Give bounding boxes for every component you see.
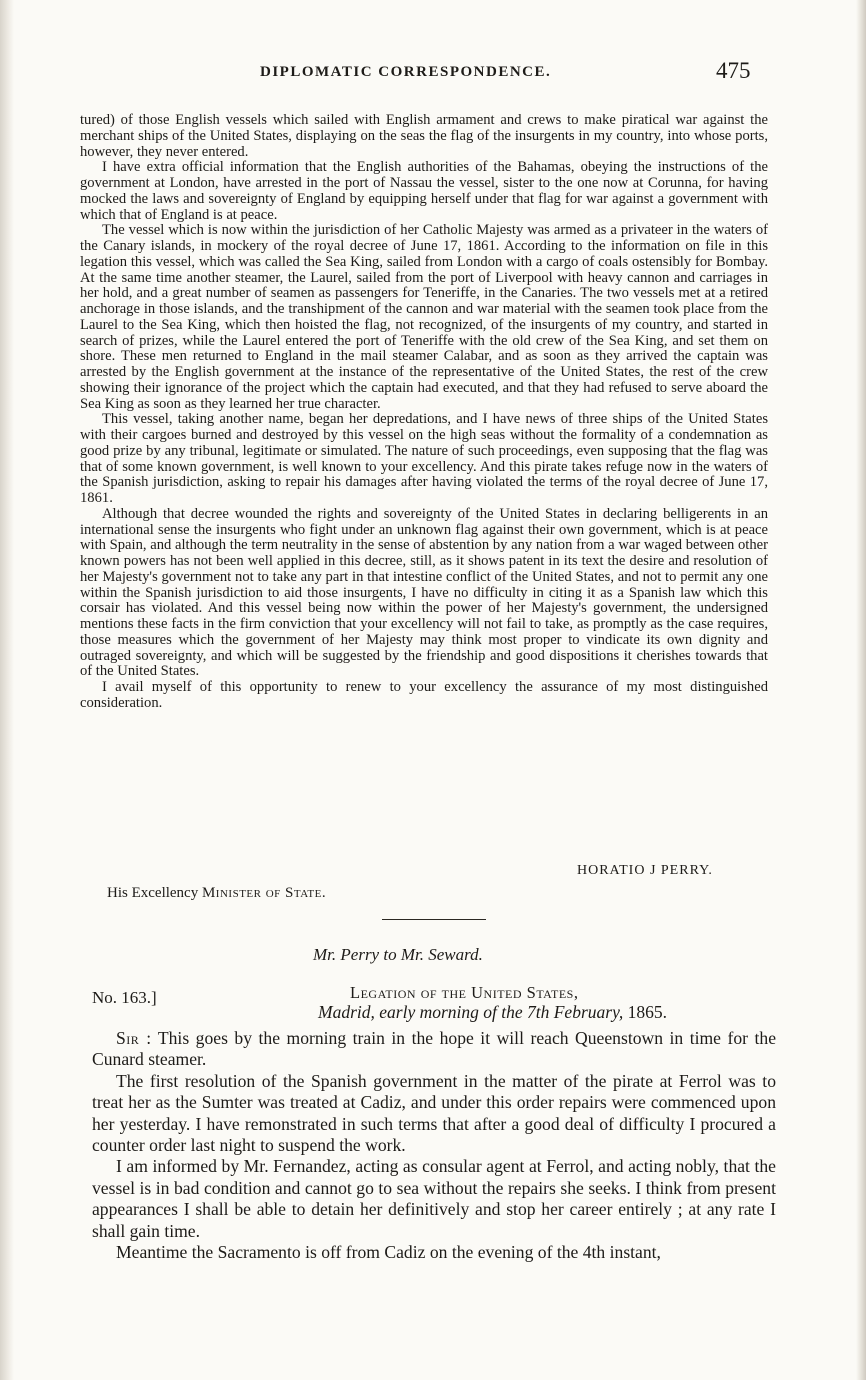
letter-heading: Mr. Perry to Mr. Seward. bbox=[313, 945, 483, 964]
addressee-title: Minister of State. bbox=[201, 885, 327, 901]
letter-two-paragraph: I am informed by Mr. Fernandez, acting as consular agent at Ferrol, and acting nobly, that the vessel is in bad condition and cannot go to sea without the repairs she seeks. I think from present appearances I shall be able to detain her definitively and stop her career entirely ; at any rate I shall gain time. bbox=[92, 1156, 776, 1241]
letter-one-paragraph: The vessel which is now within the jurisdiction of her Catholic Majesty was armed as a privateer in the waters of the Canary islands, in mockery of the royal decree of June 17, 1861. According to the information on file in this legation this vessel, which was called the Sea King, sailed from London with a cargo of coals ostensibly for Bombay. At the same time another steamer, the Laurel, sailed from the port of Liverpool with heavy cannon and carriages in her hold, and a great number of seamen as passengers for Teneriffe, in the Canaries. The two vessels met at a retired anchorage in those islands, and the transhipment of the cannon and war material with the seamen took place from the Laurel to the Sea King, which then hoisted the flag, not recognized, of the insurgents of my country, and started in search of prizes, while the Laurel entered the port of Teneriffe with the old crew of the Sea King, and set them on shore. These men returned to England in the mail steamer Calabar, and as soon as they arrived the captain was arrested by the English government at the instance of the representative of the United States, the rest of the crew showing their ignorance of the project which the captain had executed, and that they had refused to serve aboard the Sea King as soon as they learned her true character. bbox=[80, 222, 768, 412]
addressee-prefix: His Excellency bbox=[107, 885, 199, 901]
letter-two-body bbox=[92, 1028, 776, 1263]
addressee-line bbox=[107, 885, 326, 902]
running-title: DIPLOMATIC CORRESPONDENCE. bbox=[260, 64, 552, 80]
page-edge-shadow-right bbox=[856, 0, 866, 1380]
dispatch-number: No. 163.] bbox=[92, 988, 157, 1007]
letter-one-body bbox=[80, 113, 768, 712]
dateline-text: Madrid, early morning of the 7th February, bbox=[318, 1002, 624, 1022]
letter-one-paragraph: This vessel, taking another name, began her depredations, and I have news of three ships of the United States with their cargoes burned and destroyed by this vessel on the high seas without the formality of a condemnation as good prize by any tribunal, legitimate or simulated. The nature of such proceedings, even supposing that the flag was that of some known government, is well known to your excellency. And this pirate takes refuge now in the waters of the Spanish jurisdiction, asking to repair his damages after having violated the terms of the royal decree of June 17, 1861. bbox=[80, 411, 768, 506]
section-divider bbox=[382, 919, 486, 920]
dateline bbox=[318, 1002, 667, 1023]
letter-one-paragraph: tured) of those English vessels which sailed with English armament and crews to make piratical war against the merchant ships of the United States, displaying on the seas the flag of the insurgents in my country, into whose ports, however, they never entered. bbox=[80, 112, 768, 160]
salutation: Sir : bbox=[116, 1028, 152, 1048]
page-edge-shadow-left bbox=[0, 0, 14, 1380]
dateline-year: 1865. bbox=[627, 1002, 668, 1022]
legation-line: Legation of the United States, bbox=[350, 983, 579, 1002]
page-number: 475 bbox=[716, 58, 751, 83]
letter-two-paragraph-text: This goes by the morning train in the hope it will reach Queenstown in time for the Cunard steamer. bbox=[92, 1028, 777, 1070]
letter-one-paragraph: I have extra official information that the English authorities of the Bahamas, obeying the instructions of the government at London, have arrested in the port of Nassau the vessel, sister to the one now at Corunna, for having mocked the laws and sovereignty of England by equipping herself under that flag for war against a government with which that of England is at peace. bbox=[80, 159, 768, 223]
letter-two-paragraph: The first resolution of the Spanish government in the matter of the pirate at Ferrol was to treat her as the Sumter was treated at Cadiz, and under this order repairs were commenced upon her yesterday. I have remonstrated in such terms that after a good deal of difficulty I procured a counter order last night to suspend the work. bbox=[92, 1070, 776, 1156]
letter-two-paragraph bbox=[92, 1028, 776, 1071]
letter-two-paragraph: Meantime the Sacramento is off from Cadiz on the evening of the 4th instant, bbox=[116, 1242, 661, 1263]
letter-one-paragraph: Although that decree wounded the rights and sovereignty of the United States in declaring belligerents in an international sense the insurgents who fight under an unknown flag against their own government, which is at peace with Spain, and although the term neutrality in the sense of abstention by any nation from a war waged between other known powers has not been well applied in this decree, still, as it shows patent in its text the desire and resolution of her Majesty's government not to take any part in that intestine conflict of the United States, and not to permit any one within the Spanish jurisdiction to aid those insurgents, I have no difficulty in citing it as a Spanish law which this corsair has violated. And this vessel being now within the power of her Majesty's government, the undersigned mentions these facts in the firm conviction that your excellency will not fail to take, as promptly as the case requires, those measures which the government of her Majesty may think most proper to vindicate its own dignity and outraged sovereignty, and which will be suggested by the friendship and good dispositions it cherishes towards that of the United States. bbox=[80, 505, 768, 680]
letter-one-paragraph: I avail myself of this opportunity to renew to your excellency the assurance of my most distinguished consideration. bbox=[80, 679, 768, 711]
signature: HORATIO J PERRY. bbox=[577, 863, 713, 878]
